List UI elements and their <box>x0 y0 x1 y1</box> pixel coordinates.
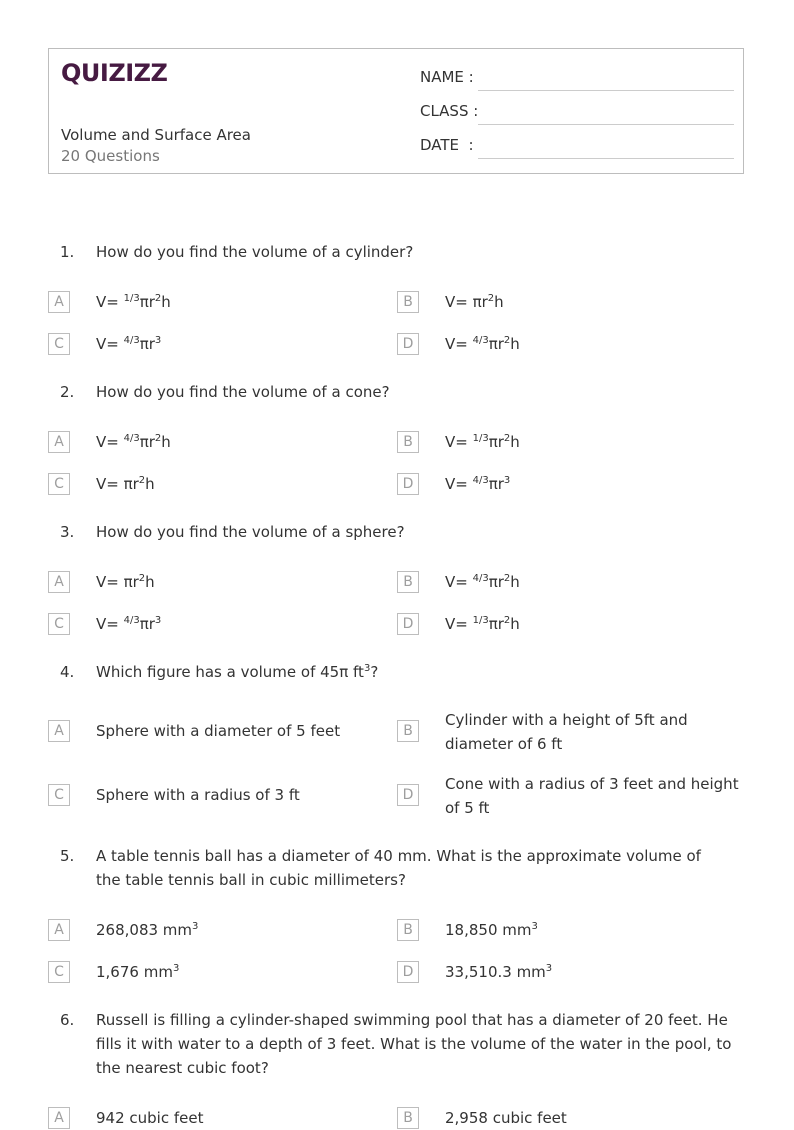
option-letter-box[interactable]: B <box>397 720 419 742</box>
option-letter-box[interactable]: C <box>48 333 70 355</box>
option-text: 268,083 $mm^3$ <box>96 921 199 939</box>
class-line <box>478 124 734 125</box>
option-text: Cone with a radius of 3 feet and height of 5 ft <box>445 775 739 817</box>
question-text: How do you find the volume of a cylinder? <box>96 243 414 261</box>
option-letter-box[interactable]: B <box>397 919 419 941</box>
option-letter-box[interactable]: D <box>397 473 419 495</box>
option-text: Sphere with a radius of 3 ft <box>96 786 300 804</box>
name-label: NAME : <box>420 68 474 86</box>
option-text: $V= ^{4/3}\pi r^2h$ <box>445 573 520 591</box>
question-number: 4. <box>60 663 75 681</box>
class-label: CLASS : <box>420 102 479 120</box>
option-text: 942 cubic feet <box>96 1109 204 1127</box>
option-text: $V= ^{1/3}\pi r^2h$ <box>96 293 171 311</box>
option-text: $V= \pi r^2h$ <box>445 293 504 311</box>
option-letter-box[interactable]: C <box>48 784 70 806</box>
name-line <box>478 90 734 91</box>
question-text: Which figure has a volume of 45π $ft^3$? <box>96 663 379 681</box>
option-letter-box[interactable]: A <box>48 431 70 453</box>
option-letter-box[interactable]: B <box>397 431 419 453</box>
question-number: 1. <box>60 243 75 261</box>
quizizz-logo: QUIZIZZ <box>61 59 168 87</box>
worksheet-title: Volume and Surface Area <box>61 126 251 144</box>
option-letter-box[interactable]: A <box>48 919 70 941</box>
option-text: $V= \pi r^2h$ <box>96 573 155 591</box>
option-text: 2,958 cubic feet <box>445 1109 567 1127</box>
option-letter-box[interactable]: A <box>48 720 70 742</box>
option-text: $V= \pi r^2h$ <box>96 475 155 493</box>
date-line <box>478 158 734 159</box>
option-letter-box[interactable]: A <box>48 291 70 313</box>
option-letter-box[interactable]: A <box>48 571 70 593</box>
class-field[interactable] <box>420 102 734 126</box>
question-text: How do you find the volume of a sphere? <box>96 523 405 541</box>
option-letter-box[interactable]: B <box>397 1107 419 1129</box>
question-number: 5. <box>60 847 75 865</box>
option-letter-box[interactable]: D <box>397 961 419 983</box>
question-number: 6. <box>60 1011 75 1029</box>
name-field[interactable] <box>420 68 734 92</box>
option-letter-box[interactable]: B <box>397 291 419 313</box>
question-text: A table tennis ball has a diameter of 40 mm. What is the approximate volume of the table tennis ball in cubic millimeters? <box>96 847 701 889</box>
option-text: $V= ^{4/3}\pi r^2h$ <box>96 433 171 451</box>
option-letter-box[interactable]: D <box>397 333 419 355</box>
date-field[interactable] <box>420 136 734 160</box>
question-number: 3. <box>60 523 75 541</box>
option-text: 33,510.3 $mm^3$ <box>445 963 553 981</box>
option-text: $V= ^{4/3}\pi r^3$ <box>96 615 162 633</box>
option-letter-box[interactable]: C <box>48 961 70 983</box>
option-text: Sphere with a diameter of 5 feet <box>96 722 341 740</box>
option-text: $V= ^{4/3}\pi r^2h$ <box>445 335 520 353</box>
option-text: 18,850 $mm^3$ <box>445 921 538 939</box>
option-letter-box[interactable]: C <box>48 613 70 635</box>
option-letter-box[interactable]: D <box>397 784 419 806</box>
option-letter-box[interactable]: B <box>397 571 419 593</box>
option-letter-box[interactable]: A <box>48 1107 70 1129</box>
question-text: Russell is filling a cylinder-shaped swimming pool that has a diameter of 20 feet. He fills it with water to a depth of 3 feet. What is the volume of the water in the pool, to the nearest cubic foot? <box>96 1011 732 1077</box>
option-text: 1,676 $mm^3$ <box>96 963 180 981</box>
option-text: $V= ^{4/3}\pi r^3$ <box>445 475 511 493</box>
question-text: How do you find the volume of a cone? <box>96 383 390 401</box>
option-text: $V= ^{1/3}\pi r^2h$ <box>445 615 520 633</box>
option-letter-box[interactable]: D <box>397 613 419 635</box>
question-count: 20 Questions <box>61 147 160 165</box>
option-letter-box[interactable]: C <box>48 473 70 495</box>
option-text: $V= ^{4/3}\pi r^3$ <box>96 335 162 353</box>
option-text: Cylinder with a height of 5ft and diameter of 6 ft <box>445 711 688 753</box>
question-number: 2. <box>60 383 75 401</box>
worksheet-header <box>48 48 744 174</box>
date-label: DATE : <box>420 136 474 154</box>
option-text: $V= ^{1/3}\pi r^2h$ <box>445 433 520 451</box>
